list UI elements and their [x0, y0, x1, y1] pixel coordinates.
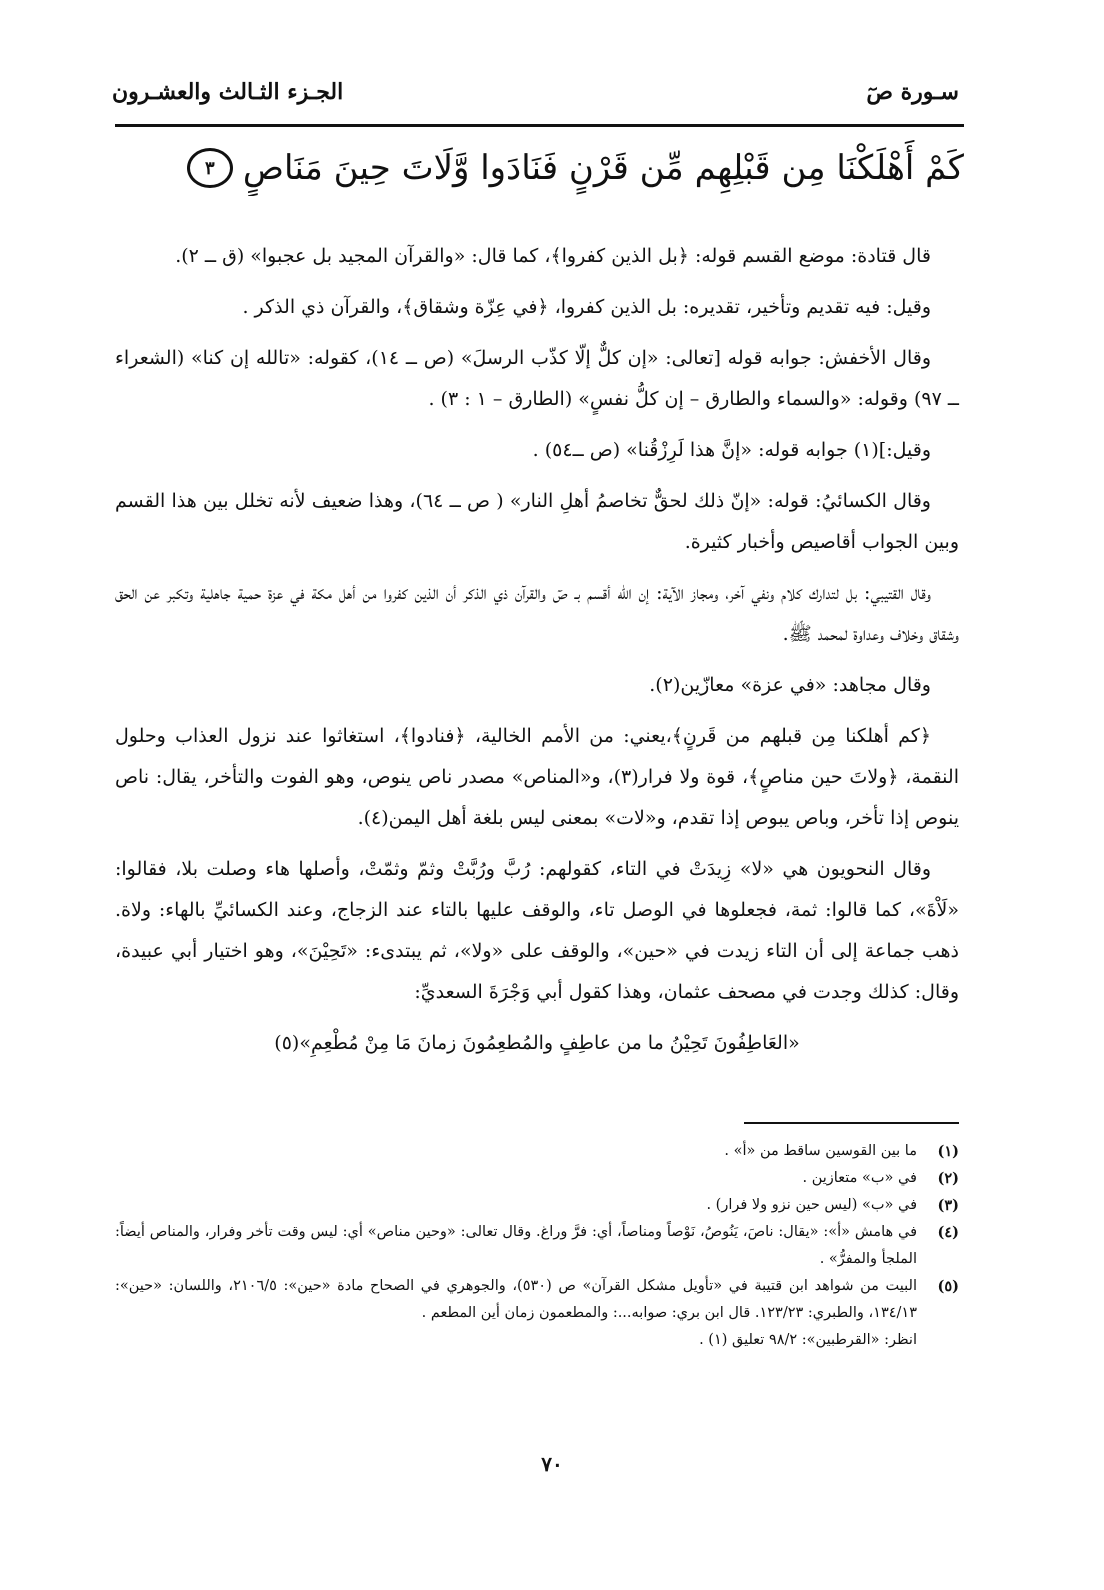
- footnote: [115, 1138, 959, 1165]
- header-surah-name: سـورة صٓ: [866, 79, 959, 105]
- footnote-number: (٢): [937, 1170, 959, 1187]
- header-part-name: الجـزء الثـالث والعشـرون: [112, 79, 344, 105]
- footnote: [115, 1219, 959, 1273]
- footnotes: [115, 1138, 959, 1354]
- footnote-number: [917, 1327, 959, 1354]
- footnote: [115, 1273, 959, 1327]
- footnote-text: في هامش «أ»: «يقال: ناصَ، يَنُوصُ، نَوْصاً ومناصاً، أي: فرَّ وراغ. وقال تعالى: «وحين مناص» أي: ليس وقت تأخر وفرار، والمناص أيضاً: الملجأ والمفرُّ» .: [115, 1224, 917, 1267]
- footnote-number: (٤): [937, 1224, 959, 1241]
- quran-verse: [170, 140, 964, 196]
- footnote-number: (١): [937, 1143, 959, 1160]
- paragraph: ﴿كم أهلكنا مِن قبلهم من قَرنٍ﴾،يعني: من الأمم الخالية، ﴿فنادوا﴾، استغاثوا عند نزول العذاب وحلول النقمة، ﴿ولاتَ حين مناصٍ﴾، قوة ولا فرار(٣)، و«المناص» مصدر ناص ينوص، وهو الفوت والتأخر، يقال: ناص ينوص إذا تأخر، وباص يبوص إذا تقدم، و«لات» بمعنى ليس بلغة أهل اليمن(٤).: [115, 725, 959, 829]
- commentary-body: [115, 236, 959, 1074]
- ayah-number-marker: [187, 148, 233, 188]
- paragraph: وقال الكسائيُ: قوله: «إنّ ذلك لحقٌّ تخاصمُ أهلِ النار» ( ص ــ ٦٤)، وهذا ضعيف لأنه تخلل بين هذا القسم وبين الجواب أقاصيص وأخبار كثيرة.: [115, 490, 959, 553]
- footnote-text: ما بين القوسين ساقط من «أ» .: [724, 1143, 917, 1159]
- footnote-text: في «ب» (ليس حين نزو ولا فرار) .: [706, 1197, 917, 1213]
- page-number: ٧٠: [541, 1452, 563, 1476]
- paragraph: وقال القتيبي: بل لتدارك كلام ونفي آخر، ومجاز الآية: إن الله أقسم بـ صٓ والقرآن ذي الذكر أن الذين كفروا من أهل مكة في عزة حمية جاهلية وتكبر عن الحق وشقاق وخلاف وعداوة لمحمد ﷺ.: [115, 582, 959, 645]
- footnote-text: انظر: «القرطبين»: ٩٨/٢ تعليق (١) .: [699, 1332, 917, 1348]
- header-divider: [115, 124, 964, 127]
- footnote-divider: [744, 1122, 959, 1124]
- verse-text: كَمْ أَهْلَكْنَا مِن قَبْلِهِم مِّن قَرْنٍ فَنَادَوا وَّلَاتَ حِينَ مَنَاصٍ: [242, 148, 964, 188]
- ayah-number: ٣: [205, 157, 215, 179]
- footnote-text: البيت من شواهد ابن قتيبة في «تأويل مشكل القرآن» ص (٥٣٠)، والجوهري في الصحاح مادة «حين»: ٢١٠٦/٥، واللسان: «حين»: ١٣٤/١٣، والطبري: ١٢٣/٢٣. قال ابن بري: صوابه...: والمطعمون زمان أين المطعم .: [115, 1278, 917, 1321]
- paragraph: وقال مجاهد: «في عزة» معازّين(٢).: [649, 674, 931, 696]
- poem-verse: «العَاطِفُونَ تَحِيْنُ ما من عاطِفٍ والمُطعِمُونَ زمانَ مَا مِنْ مُطْعِمِ»(٥): [274, 1032, 800, 1054]
- paragraph: وقيل: فيه تقديم وتأخير، تقديره: بل الذين كفروا، ﴿في عِزّة وشقاق﴾، والقرآن ذي الذكر .: [242, 296, 931, 318]
- paragraph: وقيل:](١) جوابه قوله: «إنَّ هذا لَرِزْقُنا» (ص ــ٥٤) .: [532, 439, 931, 461]
- running-header: [112, 72, 959, 112]
- paragraph: وقال النحويون هي «لا» زِيدَتْ في التاء، كقولهم: رُبَّ ورُبَّتْ وثمّ وثمّتْ، وأصلها هاء وصلت بلا، فقالوا: «لَاْةَ»، كما قالوا: ثمة، فجعلوها في الوصل تاء، والوقف عليها بالتاء عند الزجاج، وعند الكسائيِّ بالهاء: ولاة. ذهب جماعة إلى أن التاء زيدت في «حين»، والوقف على «ولا»، ثم يبتدىء: «تَحِيْنَ»، وهو اختيار أبي عبيدة، وقال: كذلك وجدت في مصحف عثمان، وهذا كقول أبي وَجْرَةَ السعديِّ:: [115, 858, 959, 1003]
- footnote: [115, 1327, 959, 1354]
- footnote-number: (٣): [937, 1197, 959, 1214]
- paragraph: وقال الأخفش: جوابه قوله [تعالى: «إن كلٌّ إلّا كذّب الرسلَ» (ص ــ ١٤)، كقوله: «تالله إن كنا» (الشعراء ــ ٩٧) وقوله: «والسماء والطارق – إن كلُّ نفسٍ» (الطارق – ١ : ٣) .: [115, 347, 959, 410]
- footnote: [115, 1165, 959, 1192]
- footnote-number: (٥): [937, 1278, 959, 1295]
- footnote: [115, 1192, 959, 1219]
- paragraph: قال قتادة: موضع القسم قوله: ﴿بل الذين كفروا﴾، كما قال: «والقرآن المجيد بل عجبوا» (ق ــ ٢).: [175, 245, 931, 267]
- footnote-text: في «ب» متعازين .: [802, 1170, 917, 1186]
